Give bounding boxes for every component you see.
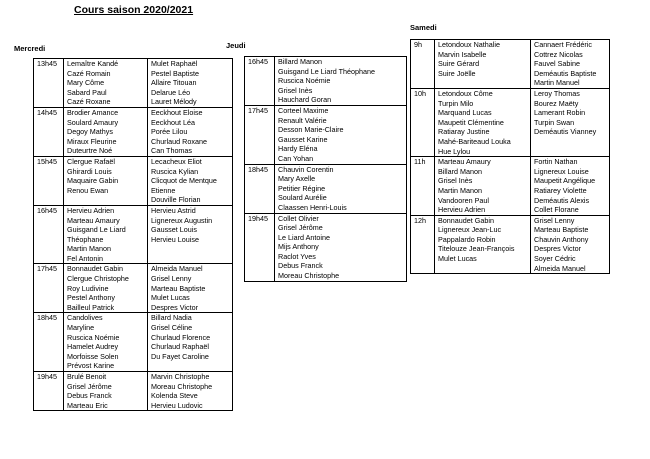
student-name: Marquand Lucas [438,108,492,118]
student-name: Kolenda Steve [151,391,198,401]
day-label-samedi: Samedi [410,23,437,32]
student-name: Cottrez Nicolas [534,49,583,59]
student-name: Bailleul Patrick [67,302,115,312]
table-row [34,264,233,313]
names-cell [64,313,148,372]
time-slot-label: 15h45 [34,156,64,205]
table-row [411,157,610,216]
student-name: Pestel Anthony [67,293,115,303]
student-name: Douville Florian [151,195,201,205]
names-cell [275,57,407,106]
student-name: Churlaud Raphaël [151,342,209,352]
student-name: Turpin Milo [438,98,474,108]
student-name: Clergue Christophe [67,274,129,284]
time-slot-label: 18h45 [34,313,64,372]
student-name: Porée Lilou [151,127,188,137]
student-name: Ghirardi Louis [67,166,112,176]
student-name: Morfoisse Solen [67,351,119,361]
student-name: Martin Manon [438,185,482,195]
names-cell [64,205,148,264]
student-name: Sabard Paul [67,87,107,97]
student-name: Cazé Romain [67,68,111,78]
student-name: Mulet Raphaël [151,59,198,68]
student-name: Chauvin Corentin [278,164,334,174]
student-name: Grisel Lenny [534,215,575,225]
table-row [245,164,407,213]
table-row [245,213,407,281]
student-name: Debus Franck [67,391,112,401]
page-title: Cours saison 2020/2021 [74,4,194,16]
student-name: Deméautis Baptiste [534,68,597,78]
table-row [411,40,610,89]
time-slot-label: 17h45 [34,264,64,313]
student-name: Soulard Amaury [67,117,119,127]
student-name: Ratiaray Justine [438,127,490,137]
student-name: Martin Manuel [534,78,580,88]
student-name: Du Fayet Caroline [151,351,209,361]
student-name: Collet Florane [534,205,579,215]
table-row [34,372,233,411]
student-name: Maupetit Clémentine [438,117,504,127]
time-slot-label: 18h45 [245,164,275,213]
student-name: Eeckhout Eloise [151,107,203,117]
time-slot-label: 13h45 [34,59,64,108]
names-cell [148,107,233,156]
student-name: Debus Franck [278,261,323,271]
names-cell [435,88,531,156]
student-name: Corteel Maxime [278,105,329,115]
student-name: Mary Côme [67,78,105,88]
student-name: Lecacheux Eliot [151,156,202,166]
student-name: Renou Ewan [67,185,109,195]
student-name: Ruscica Noémie [67,332,120,342]
names-cell [531,215,610,274]
student-name: Grisel Inès [438,176,473,186]
student-name: Turpin Swan [534,117,575,127]
student-name: Soyer Cédric [534,254,576,264]
table-row [34,59,233,108]
student-name: Roy Ludivine [67,283,109,293]
student-name: Grisel Jérôme [278,223,323,233]
names-cell [148,59,233,108]
schedule-table-samedi [410,39,610,274]
student-name: Titelouze Jean-François [438,244,515,254]
student-name: Gausset Louis [151,225,197,235]
student-name: Petitier Régine [278,183,326,193]
student-name: Fortin Nathan [534,157,578,167]
student-name: Guisgand Le Liard Théophane [278,66,375,76]
time-slot-label: 11h [411,157,435,216]
student-name: Marvin Christophe [151,372,210,381]
student-name: Vandooren Paul [438,195,490,205]
student-name: Martin Manon [67,244,111,254]
student-name: Eeckhout Léa [151,117,195,127]
student-name: Bonnaudet Gabin [438,215,494,225]
student-name: Chauvin Anthony [534,234,589,244]
student-name: Maupetit Angélique [534,176,596,186]
student-name: Deméautis Alexis [534,195,590,205]
student-name: Brulé Benoit [67,372,107,381]
student-name: Raclot Yves [278,251,316,261]
table-row [34,313,233,372]
student-name: Théophane [67,234,104,244]
student-name: Grisel Jérôme [67,381,112,391]
student-name: Gausset Karine [278,134,328,144]
student-name: Cazé Roxane [67,97,111,107]
schedule-table-jeudi [244,56,407,282]
student-name: Mahé-Bariteaud Louka [438,136,511,146]
student-name: Billard Nadia [151,313,192,323]
student-name: Hervieu Adrien [67,205,115,215]
names-cell [64,372,148,411]
names-cell [531,157,610,216]
student-name: Hardy Eléna [278,144,318,154]
names-cell [275,213,407,281]
day-label-jeudi: Jeudi [226,41,246,50]
student-name: Fauvel Sabine [534,59,580,69]
student-name: Etienne [151,185,176,195]
time-slot-label: 14h45 [34,107,64,156]
student-name: Lignereux Augustin [151,215,213,225]
student-name: Lignereux Jean-Luc [438,225,502,235]
student-name: Bourez Maëty [534,98,579,108]
student-name: Billard Manon [278,57,322,66]
table-row [34,156,233,205]
student-name: Clergue Rafaël [67,156,115,166]
student-name: Brodier Amance [67,107,119,117]
student-name: Ruscica Kylian [151,166,199,176]
names-cell [148,313,233,372]
names-cell [64,59,148,108]
names-cell [435,215,531,274]
student-name: Lamerant Robin [534,108,586,118]
student-name: Grisel Inès [278,85,313,95]
student-name: Despres Victor [151,302,199,312]
student-name: Soulard Aurélie [278,193,327,203]
student-name: Collet Olivier [278,213,319,223]
student-name: Fel Antonin [67,253,103,263]
student-name: Almeida Manuel [534,263,586,273]
student-name: Lauret Mélody [151,97,197,107]
student-name: Hamelet Audrey [67,342,119,352]
student-name: Suire Gérard [438,59,480,69]
student-name: Claassen Henri-Louis [278,202,347,212]
time-slot-label: 17h45 [245,105,275,164]
student-name: Hervieu Astrid [151,205,196,215]
table-row [411,88,610,156]
student-name: Maryline [67,323,95,333]
student-name: Hervieu Adrien [438,205,486,215]
names-cell [148,156,233,205]
student-name: Mulet Lucas [151,293,190,303]
student-name: Desson Marie-Claire [278,125,344,135]
table-row [34,107,233,156]
names-cell [148,205,233,264]
student-name: Marteau Amaury [438,157,491,167]
student-name: Churlaud Florence [151,332,211,342]
student-name: Lignereux Louise [534,166,589,176]
names-cell [275,105,407,164]
student-name: Delarue Léo [151,87,191,97]
student-name: Marteau Amaury [67,215,120,225]
schedule-body-mercredi [34,59,233,411]
names-cell [531,40,610,89]
student-name: Maquaire Gabin [67,176,119,186]
student-name: Pappalardo Robin [438,234,496,244]
time-slot-label: 10h [411,88,435,156]
student-name: Mary Axelle [278,174,316,184]
names-cell [148,372,233,411]
student-name: Miraux Fleurine [67,136,117,146]
table-row [411,215,610,274]
student-name: Churlaud Roxane [151,136,207,146]
time-slot-label: 16h45 [245,57,275,106]
student-name: Suire Joëlle [438,68,476,78]
names-cell [275,164,407,213]
student-name: Moreau Christophe [151,381,213,391]
student-name: Pestel Baptiste [151,68,199,78]
student-name: Duteurtre Noé [67,146,113,156]
student-name: Ruscica Noémie [278,76,331,86]
student-name: Grisel Lenny [151,274,192,284]
student-name: Can Yohan [278,153,314,163]
student-name: Bonnaudet Gabin [67,264,123,274]
names-cell [64,264,148,313]
schedule-body-samedi [411,40,610,274]
student-name: Hue Lylou [438,146,471,156]
day-label-mercredi: Mercredi [14,44,46,53]
student-name: Candolives [67,313,103,323]
student-name: Marteau Baptiste [151,283,206,293]
student-name: Degoy Mathys [67,127,113,137]
student-name: Cannaert Frédéric [534,40,592,49]
names-cell [435,157,531,216]
names-cell [148,264,233,313]
student-name: Clicquot de Mentque [151,176,217,186]
student-name: Mulet Lucas [438,254,477,264]
table-row [245,57,407,106]
student-name: Hervieu Louise [151,234,199,244]
schedule-body-jeudi [245,57,407,282]
table-row [245,105,407,164]
time-slot-label: 9h [411,40,435,89]
student-name: Mijs Anthony [278,242,319,252]
student-name: Guisgand Le Liard [67,225,126,235]
student-name: Billard Manon [438,166,482,176]
student-name: Lemaître Kandé [67,59,119,68]
time-slot-label: 12h [411,215,435,274]
student-name: Le Liard Antoine [278,232,330,242]
student-name: Despres Victor [534,244,582,254]
table-row [34,205,233,264]
student-name: Leroy Thomas [534,88,580,98]
student-name: Prévost Karine [67,361,115,371]
student-name: Letondoux Nathalie [438,40,500,49]
student-name: Deméautis Vianney [534,127,597,137]
names-cell [435,40,531,89]
time-slot-label: 16h45 [34,205,64,264]
student-name: Marvin Isabelle [438,49,487,59]
student-name: Renault Valérie [278,115,327,125]
names-cell [531,88,610,156]
student-name: Ratiarey Violette [534,185,587,195]
schedule-table-mercredi [33,58,233,411]
time-slot-label: 19h45 [34,372,64,411]
student-name: Hervieu Ludovic [151,400,203,410]
student-name: Marteau Baptiste [534,225,589,235]
student-name: Allaire Titouan [151,78,197,88]
student-name: Moreau Christophe [278,271,340,281]
names-cell [64,107,148,156]
names-cell [64,156,148,205]
student-name: Almeida Manuel [151,264,203,274]
student-name: Can Thomas [151,146,193,156]
time-slot-label: 19h45 [245,213,275,281]
student-name: Hauchard Goran [278,95,332,105]
student-name: Grisel Céline [151,323,193,333]
student-name: Letondoux Côme [438,88,493,98]
student-name: Marteau Eric [67,400,108,410]
